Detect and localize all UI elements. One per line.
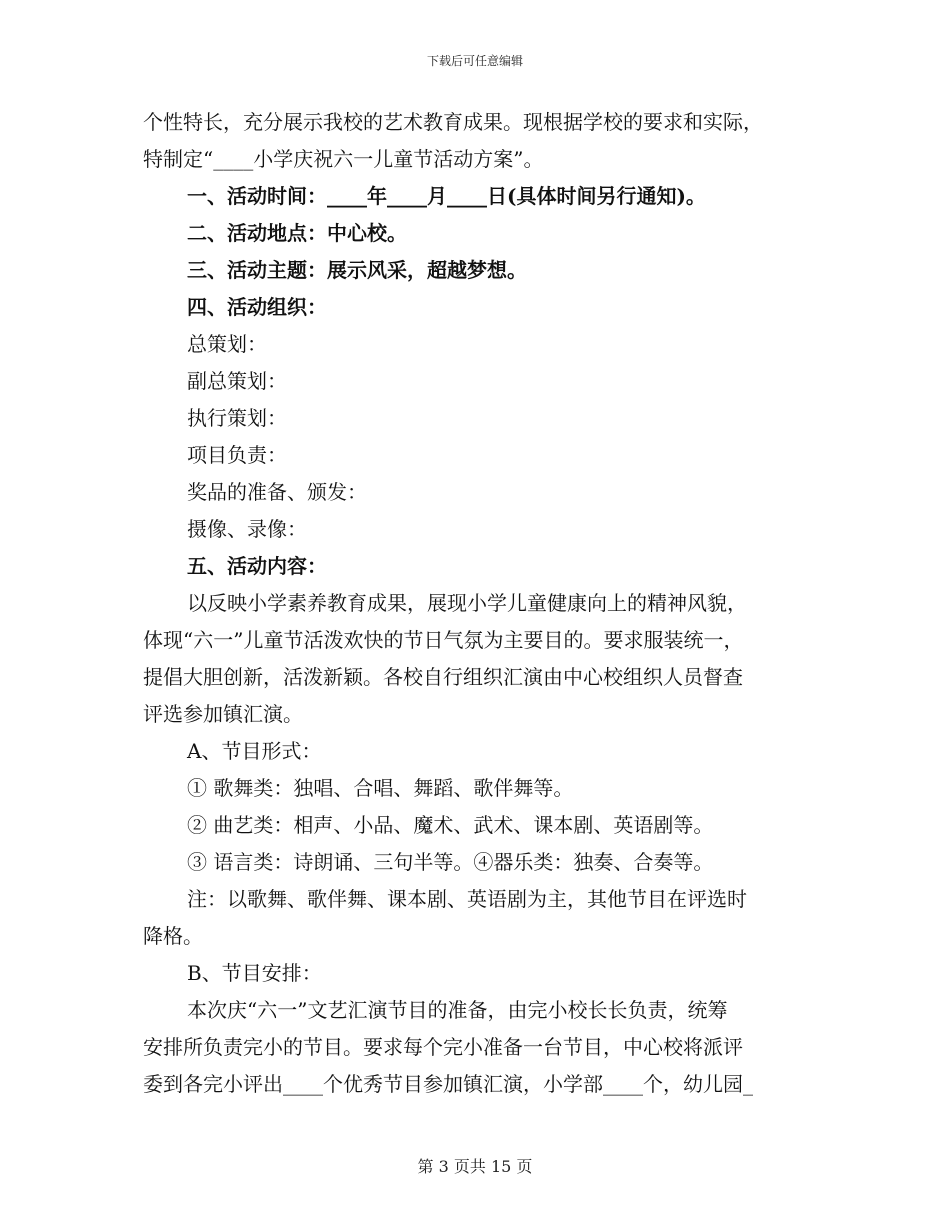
section-heading-organization: 四、活动组织： [187,295,327,319]
content-paragraph-line-3: 提倡大胆创新，活泼新颖。各校自行组织汇演由中心校组织人员督查 [143,665,743,689]
content-paragraph-line-4: 评选参加镇汇演。 [143,702,303,726]
section-heading-content: 五、活动内容： [187,554,327,578]
program-form-language-music: ③ 语言类：诗朗诵、三句半等。④器乐类：独奏、合奏等。 [187,850,714,874]
org-item-deputy-planner: 副总策划： [187,369,287,393]
section-heading-location: 二、活动地点：中心校。 [187,221,407,245]
note-line-1: 注：以歌舞、歌伴舞、课本剧、英语剧为主，其他节目在评选时 [187,887,747,911]
arrangement-line-2: 安排所负责完小的节目。要求每个完小准备一台节目，中心校将派评 [143,1035,743,1059]
org-item-executive-planner: 执行策划： [187,406,287,430]
program-form-quyi: ② 曲艺类：相声、小品、魔术、武术、课本剧、英语剧等。 [187,813,714,837]
body-line-2: 特制定“____小学庆祝六一儿童节活动方案”。 [143,147,544,171]
body-line-1: 个性特长，充分展示我校的艺术教育成果。现根据学校的要求和实际， [143,110,763,134]
org-item-chief-planner: 总策划： [187,332,267,356]
content-paragraph-line-2: 体现“六一”儿童节活泼欢快的节日气氛为主要目的。要求服装统一， [143,628,744,652]
section-heading-time: 一、活动时间：____年____月____日(具体时间另行通知)。 [187,184,706,208]
page-number-footer: 第 3 页共 15 页 [417,1157,533,1176]
content-paragraph-line-1: 以反映小学素养教育成果，展现小学儿童健康向上的精神风貌， [187,591,747,615]
org-item-prizes: 奖品的准备、颁发： [187,480,367,504]
org-item-project-lead: 项目负责： [187,443,287,467]
section-heading-theme: 三、活动主题：展示风采，超越梦想。 [187,258,527,282]
org-item-video: 摄像、录像： [187,517,307,541]
program-form-song-dance: ① 歌舞类：独唱、合唱、舞蹈、歌伴舞等。 [187,776,574,800]
page-header-note: 下载后可任意编辑 [426,54,523,68]
document-body [143,104,807,1103]
subheading-program-arrangement: B、节目安排： [187,961,322,985]
arrangement-line-1: 本次庆“六一”文艺汇演节目的准备，由完小校长长负责，统筹 [187,998,728,1022]
arrangement-line-3: 委到各完小评出____个优秀节目参加镇汇演，小学部____个，幼儿园_ [143,1072,753,1096]
note-line-2: 降格。 [143,924,203,948]
subheading-program-forms: A、节目形式： [187,739,322,763]
